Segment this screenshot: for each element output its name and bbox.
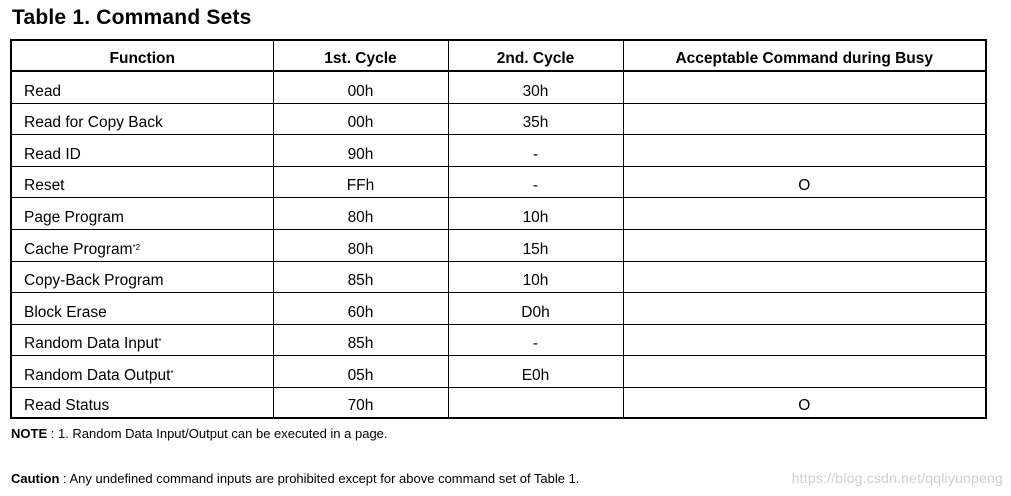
cell-busy — [623, 103, 986, 135]
cell-function: Copy-Back Program — [11, 261, 273, 293]
cell-function: Read — [11, 71, 273, 103]
table-row — [11, 293, 986, 325]
caution-text — [11, 471, 579, 486]
table-title: Table 1. Command Sets — [12, 6, 252, 29]
header-second-cycle: 2nd. Cycle — [448, 40, 623, 71]
cell-busy: O — [623, 387, 986, 418]
cell-first-cycle: 85h — [273, 324, 448, 356]
table-row — [11, 261, 986, 293]
cell-second-cycle: 30h — [448, 71, 623, 103]
table-row — [11, 198, 986, 230]
cell-busy — [623, 293, 986, 325]
cell-function: Read ID — [11, 135, 273, 167]
cell-function: Read for Copy Back — [11, 103, 273, 135]
cell-first-cycle: 00h — [273, 71, 448, 103]
cell-function: Read Status — [11, 387, 273, 418]
cell-second-cycle: E0h — [448, 356, 623, 388]
cell-busy — [623, 324, 986, 356]
cell-function: Block Erase — [11, 293, 273, 325]
cell-first-cycle: 05h — [273, 356, 448, 388]
table-row — [11, 135, 986, 167]
cell-function: Cache Program$^{*2}$ — [11, 229, 273, 261]
cell-busy — [623, 135, 986, 167]
cell-second-cycle: D0h — [448, 293, 623, 325]
table-row — [11, 71, 986, 103]
table-row — [11, 356, 986, 388]
footnote-marker: * — [170, 368, 174, 378]
cell-busy: O — [623, 166, 986, 198]
cell-first-cycle: 90h — [273, 135, 448, 167]
table-row — [11, 229, 986, 261]
cell-first-cycle: 60h — [273, 293, 448, 325]
note-text — [11, 426, 388, 441]
table-row — [11, 324, 986, 356]
cell-second-cycle: - — [448, 135, 623, 167]
footnote-marker: * — [158, 337, 162, 347]
caution-body: : Any undefined command inputs are prohibited except for above command set of Table 1. — [59, 471, 580, 486]
cell-function: Random Data Input* — [11, 324, 273, 356]
cell-busy — [623, 261, 986, 293]
cell-second-cycle: 15h — [448, 229, 623, 261]
header-first-cycle: 1st. Cycle — [273, 40, 448, 71]
cell-busy — [623, 71, 986, 103]
footnote-marker: *2 — [132, 242, 141, 252]
header-busy: Acceptable Command during Busy — [623, 40, 986, 71]
cell-function: Random Data Output* — [11, 356, 273, 388]
cell-first-cycle: FFh — [273, 166, 448, 198]
cell-first-cycle: 80h — [273, 198, 448, 230]
cell-first-cycle: 80h — [273, 229, 448, 261]
table-header-row — [11, 40, 986, 71]
cell-second-cycle: - — [448, 324, 623, 356]
note-body: : 1. Random Data Input/Output can be executed in a page. — [47, 426, 388, 441]
cell-first-cycle: 85h — [273, 261, 448, 293]
cell-first-cycle: 00h — [273, 103, 448, 135]
cell-second-cycle: 10h — [448, 198, 623, 230]
cell-first-cycle: 70h — [273, 387, 448, 418]
note-label: NOTE — [11, 426, 48, 441]
cell-busy — [623, 198, 986, 230]
header-function: Function — [11, 40, 273, 71]
cell-second-cycle: - — [448, 166, 623, 198]
watermark: https://blog.csdn.net/qqliyunpeng — [791, 470, 1003, 486]
table-row — [11, 103, 986, 135]
cell-second-cycle: 10h — [448, 261, 623, 293]
cell-busy — [623, 356, 986, 388]
caution-label: Caution — [11, 471, 60, 486]
table-row — [11, 166, 986, 198]
cell-second-cycle: 35h — [448, 103, 623, 135]
cell-function: Page Program — [11, 198, 273, 230]
command-sets-table — [10, 39, 987, 419]
cell-second-cycle — [448, 387, 623, 418]
table-row — [11, 387, 986, 418]
cell-function: Reset — [11, 166, 273, 198]
cell-busy — [623, 229, 986, 261]
